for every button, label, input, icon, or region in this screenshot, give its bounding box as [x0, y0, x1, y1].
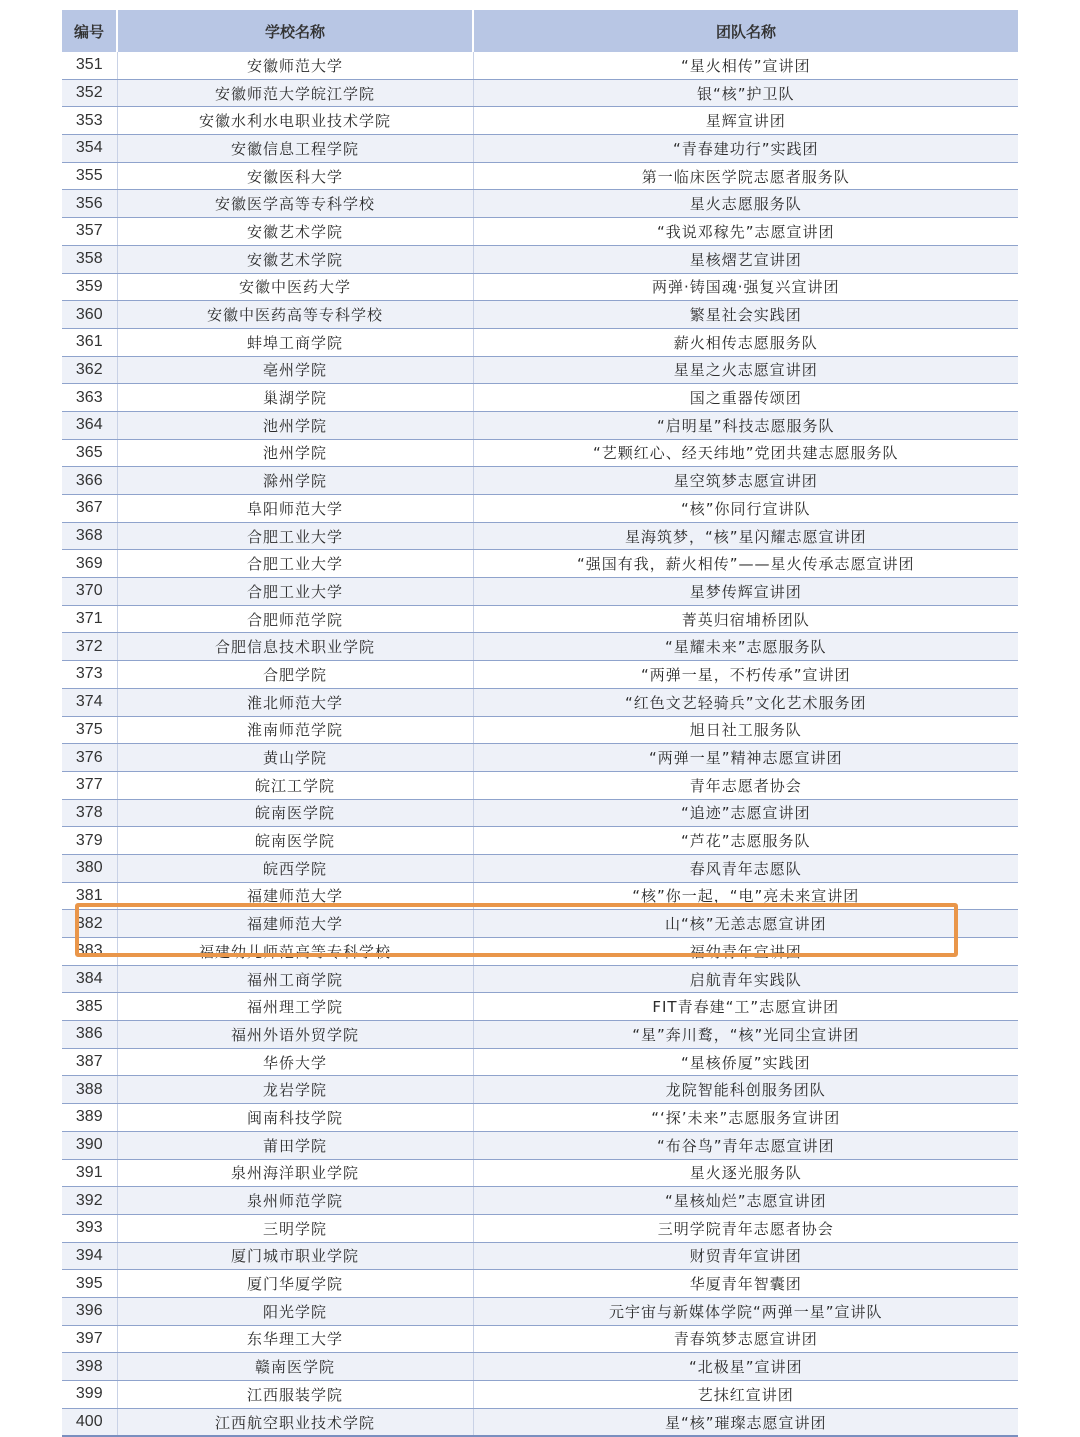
team-name: 星“核”璀璨志愿宣讲团 — [473, 1408, 1018, 1436]
school-name: 福建师范大学 — [117, 910, 473, 938]
row-number: 377 — [62, 771, 117, 799]
table-row — [62, 1048, 1018, 1076]
team-name: 春风青年志愿队 — [473, 854, 1018, 882]
table-row — [62, 578, 1018, 606]
university-team-table — [62, 10, 1018, 1436]
school-name: 皖江工学院 — [117, 771, 473, 799]
school-name: 安徽水利水电职业技术学院 — [117, 107, 473, 135]
school-name: 福州工商学院 — [117, 965, 473, 993]
row-number: 390 — [62, 1131, 117, 1159]
table-row — [62, 1242, 1018, 1270]
row-number: 355 — [62, 162, 117, 190]
school-name: 厦门华厦学院 — [117, 1270, 473, 1298]
team-name: 元宇宙与新媒体学院“两弹一星”宣讲队 — [473, 1297, 1018, 1325]
team-name: “芦花”志愿服务队 — [473, 827, 1018, 855]
team-name: 两弹·铸国魂·强复兴宣讲团 — [473, 273, 1018, 301]
school-name: 池州学院 — [117, 411, 473, 439]
team-name: 山“核”无恙志愿宣讲团 — [473, 910, 1018, 938]
table-header — [62, 10, 1018, 52]
table-row — [62, 1021, 1018, 1049]
row-number: 393 — [62, 1214, 117, 1242]
table-row — [62, 550, 1018, 578]
team-name: “追迹”志愿宣讲团 — [473, 799, 1018, 827]
school-name: 福州外语外贸学院 — [117, 1021, 473, 1049]
row-number: 356 — [62, 190, 117, 218]
school-name: 黄山学院 — [117, 744, 473, 772]
row-number: 375 — [62, 716, 117, 744]
school-name: 华侨大学 — [117, 1048, 473, 1076]
table-row — [62, 52, 1018, 79]
row-number: 370 — [62, 578, 117, 606]
table-row — [62, 1104, 1018, 1132]
school-name: 皖南医学院 — [117, 827, 473, 855]
team-name: “星核侨厦”实践团 — [473, 1048, 1018, 1076]
school-name: 三明学院 — [117, 1214, 473, 1242]
table-row — [62, 1270, 1018, 1298]
team-name: “红色文艺轻骑兵”文化艺术服务团 — [473, 688, 1018, 716]
team-name: 青春筑梦志愿宣讲团 — [473, 1325, 1018, 1353]
school-name: 莆田学院 — [117, 1131, 473, 1159]
school-name: 巢湖学院 — [117, 384, 473, 412]
team-name: “艺颗红心、经天纬地”党团共建志愿服务队 — [473, 439, 1018, 467]
table-row — [62, 79, 1018, 107]
team-name: 星火逐光服务队 — [473, 1159, 1018, 1187]
school-name: 安徽艺术学院 — [117, 245, 473, 273]
team-name: 星海筑梦，“核”星闪耀志愿宣讲团 — [473, 522, 1018, 550]
row-number: 358 — [62, 245, 117, 273]
table-row — [62, 356, 1018, 384]
table-row — [62, 107, 1018, 135]
team-name: 财贸青年宣讲团 — [473, 1242, 1018, 1270]
row-number: 371 — [62, 605, 117, 633]
column-header-school: 学校名称 — [117, 10, 473, 52]
school-name: 合肥工业大学 — [117, 522, 473, 550]
table-row — [62, 1408, 1018, 1436]
table-row — [62, 162, 1018, 190]
row-number: 382 — [62, 910, 117, 938]
table-row — [62, 633, 1018, 661]
school-name: 龙岩学院 — [117, 1076, 473, 1104]
team-name: 星梦传辉宣讲团 — [473, 578, 1018, 606]
school-name: 滁州学院 — [117, 467, 473, 495]
school-name: 阳光学院 — [117, 1297, 473, 1325]
table-row — [62, 771, 1018, 799]
team-name: 青年志愿者协会 — [473, 771, 1018, 799]
row-number: 366 — [62, 467, 117, 495]
school-name: 安徽中医药高等专科学校 — [117, 301, 473, 329]
table-row — [62, 439, 1018, 467]
row-number: 368 — [62, 522, 117, 550]
team-name: “两弹一星，不朽传承”宣讲团 — [473, 661, 1018, 689]
row-number: 365 — [62, 439, 117, 467]
table-row — [62, 190, 1018, 218]
team-name: “核”你同行宣讲队 — [473, 495, 1018, 523]
table-row — [62, 1131, 1018, 1159]
table-row — [62, 495, 1018, 523]
school-name: 厦门城市职业学院 — [117, 1242, 473, 1270]
school-name: 合肥学院 — [117, 661, 473, 689]
team-name: 繁星社会实践团 — [473, 301, 1018, 329]
row-number: 388 — [62, 1076, 117, 1104]
table-row — [62, 273, 1018, 301]
team-name: 三明学院青年志愿者协会 — [473, 1214, 1018, 1242]
table-body — [62, 52, 1018, 1436]
row-number: 376 — [62, 744, 117, 772]
school-name: 安徽艺术学院 — [117, 218, 473, 246]
team-name: “星耀未来”志愿服务队 — [473, 633, 1018, 661]
team-name: 启航青年实践队 — [473, 965, 1018, 993]
table-row — [62, 1297, 1018, 1325]
row-number: 353 — [62, 107, 117, 135]
school-name: 泉州师范学院 — [117, 1187, 473, 1215]
row-number: 380 — [62, 854, 117, 882]
table-row — [62, 245, 1018, 273]
team-list-table — [62, 10, 1018, 1436]
row-number: 397 — [62, 1325, 117, 1353]
table-row — [62, 993, 1018, 1021]
school-name: 合肥工业大学 — [117, 550, 473, 578]
school-name: 阜阳师范大学 — [117, 495, 473, 523]
school-name: 安徽医科大学 — [117, 162, 473, 190]
row-number: 357 — [62, 218, 117, 246]
team-name: “启明星”科技志愿服务队 — [473, 411, 1018, 439]
school-name: 安徽师范大学 — [117, 52, 473, 79]
row-number: 395 — [62, 1270, 117, 1298]
table-row — [62, 218, 1018, 246]
column-header-team: 团队名称 — [473, 10, 1018, 52]
table-row — [62, 854, 1018, 882]
school-name: 合肥信息技术职业学院 — [117, 633, 473, 661]
table-row — [62, 328, 1018, 356]
table-row — [62, 411, 1018, 439]
team-name: 星星之火志愿宣讲团 — [473, 356, 1018, 384]
table-row — [62, 1159, 1018, 1187]
team-name: 星辉宣讲团 — [473, 107, 1018, 135]
school-name: 皖南医学院 — [117, 799, 473, 827]
table-row — [62, 882, 1018, 910]
row-number: 391 — [62, 1159, 117, 1187]
row-number: 362 — [62, 356, 117, 384]
team-name: “核”你一起，“电”亮未来宣讲团 — [473, 882, 1018, 910]
school-name: 亳州学院 — [117, 356, 473, 384]
row-number: 386 — [62, 1021, 117, 1049]
school-name: 淮北师范大学 — [117, 688, 473, 716]
school-name: 安徽医学高等专科学校 — [117, 190, 473, 218]
row-number: 394 — [62, 1242, 117, 1270]
team-name: 星空筑梦志愿宣讲团 — [473, 467, 1018, 495]
team-name: “星火相传”宣讲团 — [473, 52, 1018, 79]
team-name: 福幼青年宣讲团 — [473, 938, 1018, 966]
row-number: 396 — [62, 1297, 117, 1325]
row-number: 374 — [62, 688, 117, 716]
team-name: “强国有我，薪火相传”——星火传承志愿宣讲团 — [473, 550, 1018, 578]
row-number: 399 — [62, 1381, 117, 1409]
school-name: 福建幼儿师范高等专科学校 — [117, 938, 473, 966]
school-name: 江西航空职业技术学院 — [117, 1408, 473, 1436]
team-name: “星核灿烂”志愿宣讲团 — [473, 1187, 1018, 1215]
table-row — [62, 799, 1018, 827]
team-name: 薪火相传志愿服务队 — [473, 328, 1018, 356]
row-number: 351 — [62, 52, 117, 79]
table-row — [62, 1076, 1018, 1104]
team-name: “布谷鸟”青年志愿宣讲团 — [473, 1131, 1018, 1159]
school-name: 泉州海洋职业学院 — [117, 1159, 473, 1187]
school-name: 闽南科技学院 — [117, 1104, 473, 1132]
row-number: 384 — [62, 965, 117, 993]
team-name: “北极星”宣讲团 — [473, 1353, 1018, 1381]
table-row — [62, 827, 1018, 855]
team-name: “我说邓稼先”志愿宣讲团 — [473, 218, 1018, 246]
school-name: 赣南医学院 — [117, 1353, 473, 1381]
team-name: FIT青春建“工”志愿宣讲团 — [473, 993, 1018, 1021]
team-name: 旭日社工服务队 — [473, 716, 1018, 744]
school-name: 江西服装学院 — [117, 1381, 473, 1409]
table-row — [62, 384, 1018, 412]
school-name: 皖西学院 — [117, 854, 473, 882]
school-name: 合肥工业大学 — [117, 578, 473, 606]
table-row — [62, 1353, 1018, 1381]
row-number: 400 — [62, 1408, 117, 1436]
table-row — [62, 1325, 1018, 1353]
row-number: 361 — [62, 328, 117, 356]
school-name: 东华理工大学 — [117, 1325, 473, 1353]
team-name: “青春建功行”实践团 — [473, 135, 1018, 163]
team-name: 菁英归宿埔桥团队 — [473, 605, 1018, 633]
team-name: 星核熠艺宣讲团 — [473, 245, 1018, 273]
team-name: 龙院智能科创服务团队 — [473, 1076, 1018, 1104]
school-name: 安徽信息工程学院 — [117, 135, 473, 163]
row-number: 379 — [62, 827, 117, 855]
row-number: 363 — [62, 384, 117, 412]
school-name: 福州理工学院 — [117, 993, 473, 1021]
team-name: “两弹一星”精神志愿宣讲团 — [473, 744, 1018, 772]
row-number: 398 — [62, 1353, 117, 1381]
team-name: 艺抹红宣讲团 — [473, 1381, 1018, 1409]
team-name: “星”奔川鹜，“核”光同尘宣讲团 — [473, 1021, 1018, 1049]
table-row — [62, 910, 1018, 938]
row-number: 369 — [62, 550, 117, 578]
table-row — [62, 135, 1018, 163]
table-row — [62, 522, 1018, 550]
team-name: 国之重器传颂团 — [473, 384, 1018, 412]
table-row — [62, 605, 1018, 633]
team-name: “‘探’未来”志愿服务宣讲团 — [473, 1104, 1018, 1132]
team-name: 星火志愿服务队 — [473, 190, 1018, 218]
school-name: 福建师范大学 — [117, 882, 473, 910]
table-row — [62, 301, 1018, 329]
row-number: 383 — [62, 938, 117, 966]
table-row — [62, 688, 1018, 716]
row-number: 359 — [62, 273, 117, 301]
table-row — [62, 1214, 1018, 1242]
school-name: 池州学院 — [117, 439, 473, 467]
row-number: 387 — [62, 1048, 117, 1076]
table-row — [62, 965, 1018, 993]
row-number: 392 — [62, 1187, 117, 1215]
table-row — [62, 1187, 1018, 1215]
team-name: 第一临床医学院志愿者服务队 — [473, 162, 1018, 190]
row-number: 364 — [62, 411, 117, 439]
column-header-number: 编号 — [62, 10, 117, 52]
table-row — [62, 716, 1018, 744]
row-number: 378 — [62, 799, 117, 827]
table-row — [62, 1381, 1018, 1409]
row-number: 360 — [62, 301, 117, 329]
school-name: 合肥师范学院 — [117, 605, 473, 633]
row-number: 373 — [62, 661, 117, 689]
school-name: 淮南师范学院 — [117, 716, 473, 744]
header-row — [62, 10, 1018, 52]
team-name: 华厦青年智囊团 — [473, 1270, 1018, 1298]
table-row — [62, 744, 1018, 772]
row-number: 389 — [62, 1104, 117, 1132]
row-number: 354 — [62, 135, 117, 163]
row-number: 381 — [62, 882, 117, 910]
row-number: 352 — [62, 79, 117, 107]
school-name: 蚌埠工商学院 — [117, 328, 473, 356]
table-row — [62, 661, 1018, 689]
school-name: 安徽师范大学皖江学院 — [117, 79, 473, 107]
team-name: 银“核”护卫队 — [473, 79, 1018, 107]
row-number: 385 — [62, 993, 117, 1021]
table-row — [62, 467, 1018, 495]
row-number: 367 — [62, 495, 117, 523]
row-number: 372 — [62, 633, 117, 661]
school-name: 安徽中医药大学 — [117, 273, 473, 301]
table-row — [62, 938, 1018, 966]
